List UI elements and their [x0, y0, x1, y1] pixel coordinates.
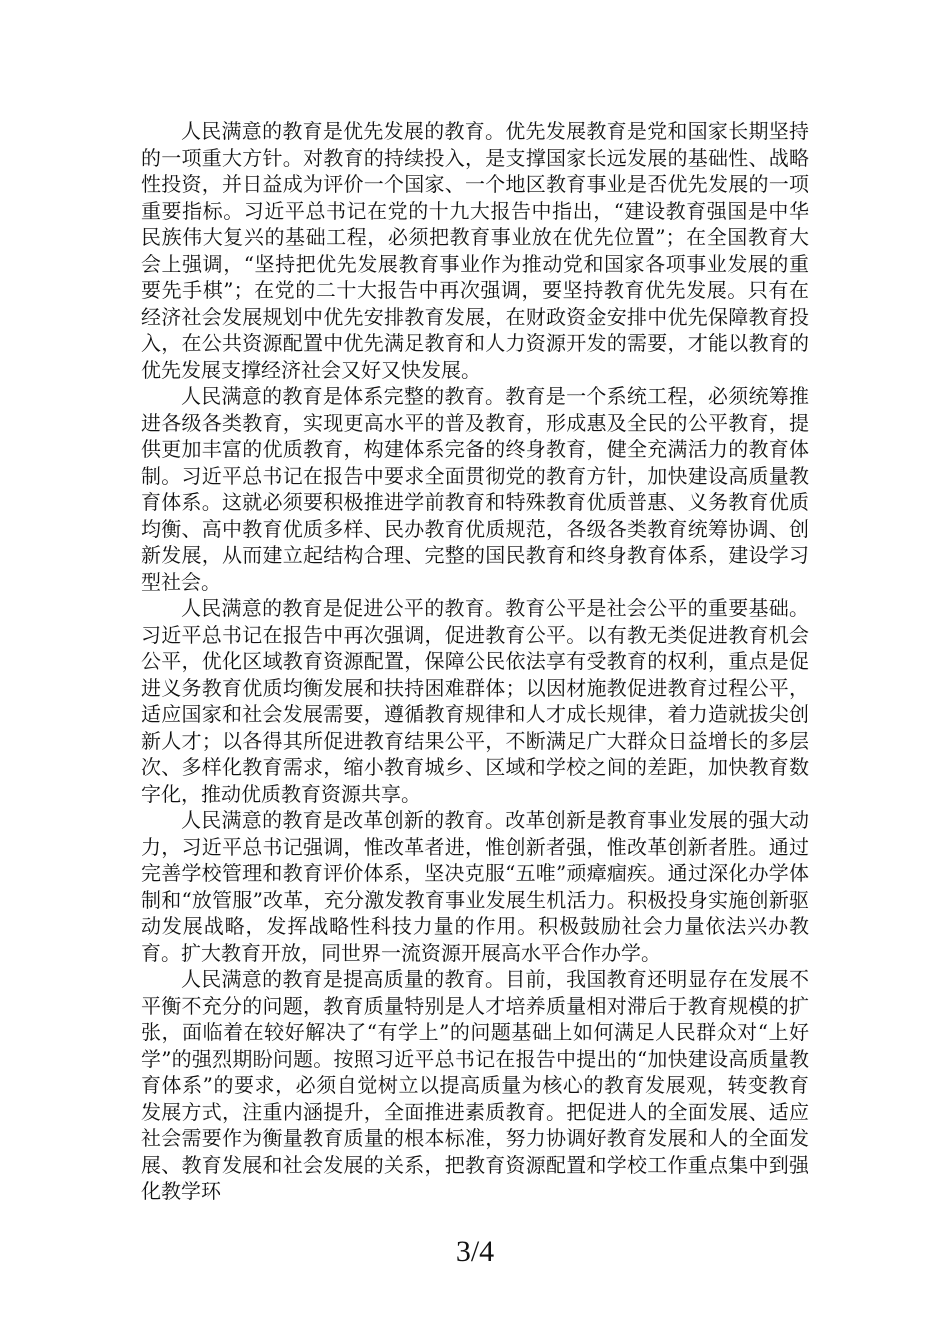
paragraph-priority-development: 人民满意的教育是优先发展的教育。优先发展教育是党和国家长期坚持的一项重大方针。对教育的持续投入，是支撑国家长远发展的基础性、战略性投资，并日益成为评价一个国家、一个地区教育事业是否优先发展的一项重要指标。习近平总书记在党的十九大报告中指出，“建设教育强国是中华民族伟大复兴的基础工程，必须把教育事业放在优先位置”；在全国教育大会上强调，“坚持把优先发展教育事业作为推动党和国家各项事业发展的重要先手棋”；在党的二十大报告中再次强调，要坚持教育优先发展。只有在经济社会发展规划中优先安排教育发展，在财政资金安排中优先保障教育投入，在公共资源配置中优先满足教育和人力资源开发的需要，才能以教育的优先发展支撑经济社会又好又快发展。	[141, 119, 809, 382]
paragraph-improve-quality: 人民满意的教育是提高质量的教育。目前，我国教育还明显存在发展不平衡不充分的问题，教育质量特别是人才培养质量相对滞后于教育规模的扩张，面临着在较好解决了“有学上”的问题基础上如何满足人民群众对“上好学”的强烈期盼问题。按照习近平总书记在报告中提出的“加快建设高质量教育体系”的要求，必须自觉树立以提高质量为核心的教育发展观，转变教育发展方式，注重内涵提升，全面推进素质教育。把促进人的全面发展、适应社会需要作为衡量教育质量的根本标准，努力协调好教育发展和人的全面发展、教育发展和社会发展的关系，把教育资源配置和学校工作重点集中到强化教学环	[141, 967, 809, 1203]
paragraph-complete-system: 人民满意的教育是体系完整的教育。教育是一个系统工程，必须统筹推进各级各类教育，实现更高水平的普及教育，形成惠及全民的公平教育，提供更加丰富的优质教育，构建体系完备的终身教育，健全充满活力的教育体制。习近平总书记在报告中要求全面贯彻党的教育方针，加快建设高质量教育体系。这就必须要积极推进学前教育和特殊教育优质普惠、义务教育优质均衡、高中教育优质多样、民办教育优质规范，各级各类教育统筹协调、创新发展，从而建立起结构合理、完整的国民教育和终身教育体系，建设学习型社会。	[141, 384, 809, 594]
document-body	[141, 118, 809, 1205]
page-number: 3/4	[455, 1235, 495, 1268]
paragraph-promote-fairness: 人民满意的教育是促进公平的教育。教育公平是社会公平的重要基础。习近平总书记在报告中再次强调，促进教育公平。以有教无类促进教育机会公平，优化区域教育资源配置，保障公民依法享有受教育的权利，重点是促进义务教育优质均衡发展和扶持困难群体；以因材施教促进教育过程公平，适应国家和社会发展需要，遵循教育规律和人才成长规律，着力造就拔尖创新人才；以各得其所促进教育结果公平，不断满足广大群众日益增长的多层次、多样化教育需求，缩小教育城乡、区域和学校之间的差距，加快教育数字化，推动优质教育资源共享。	[141, 596, 809, 806]
paragraph-reform-innovation: 人民满意的教育是改革创新的教育。改革创新是教育事业发展的强大动力，习近平总书记强调，惟改革者进，惟创新者强，惟改革创新者胜。通过完善学校管理和教育评价体系，坚决克服“五唯”顽瘴痼疾。通过深化办学体制和“放管服”改革，充分激发教育事业发展生机活力。积极投身实施创新驱动发展战略，发挥战略性科技力量的作用。积极鼓励社会力量依法兴办教育。扩大教育开放，同世界一流资源开展高水平合作办学。	[141, 808, 809, 965]
